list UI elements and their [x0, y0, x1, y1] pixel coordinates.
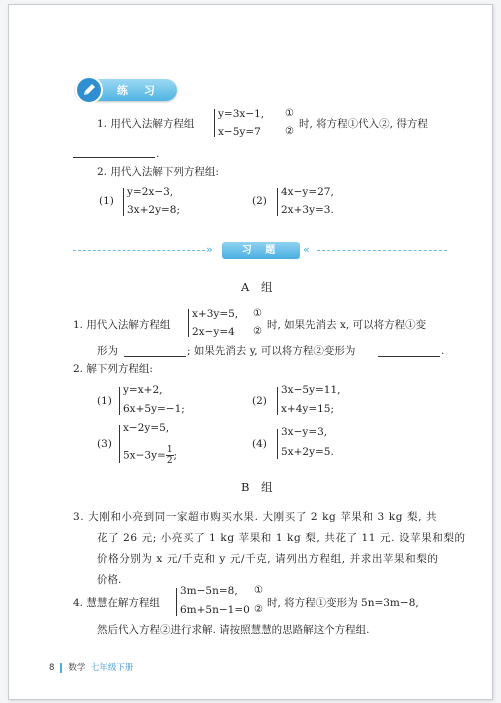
question-text: 1. 用代入法解方程组	[73, 319, 171, 331]
equation: x+4y=15;	[281, 403, 335, 415]
question-text: 2. 解下列方程组:	[73, 363, 153, 375]
footer-book: 七年级下册	[90, 663, 134, 673]
part-label: (1)	[99, 195, 114, 207]
equation: 3x+2y=8;	[127, 204, 181, 216]
chevron-left-icon: «	[303, 243, 310, 256]
textbook-page	[8, 4, 493, 700]
equation: 3m−5n=8,	[180, 585, 238, 597]
equation: 2x+3y=3.	[281, 204, 334, 216]
footer-divider	[60, 663, 62, 673]
equation: 6m+5n−1=0	[180, 604, 250, 616]
equation: y=3x−1,	[218, 108, 265, 120]
answer-blank[interactable]	[73, 157, 155, 158]
page-footer	[49, 661, 133, 673]
equation-mark: ①	[253, 308, 262, 319]
part-label: (2)	[252, 195, 267, 207]
equation-mark: ①	[254, 585, 263, 596]
answer-blank[interactable]	[378, 356, 440, 357]
equation-mark: ②	[254, 604, 263, 615]
equation-mark: ②	[285, 126, 294, 137]
question-text: 然后代入方程②进行求解. 请按照慧慧的思路解这个方程组.	[97, 624, 370, 636]
system-brace	[188, 309, 189, 337]
equation: 5x−3y= $\frac{1}{2}$ ;	[123, 445, 178, 466]
equation: 2x−y=4	[192, 326, 235, 338]
system-brace	[277, 429, 278, 459]
system-brace	[119, 387, 120, 415]
equation: x+3y=5,	[192, 308, 239, 320]
exercises-badge: 习 题	[222, 242, 300, 259]
group-a-title: A 组	[241, 280, 277, 294]
footer-subject: 数学	[68, 663, 86, 673]
equation: 4x−y=27,	[281, 186, 334, 198]
equation: 3x−5y=11,	[281, 384, 341, 396]
question-text: 形为	[97, 345, 118, 357]
part-label: (2)	[252, 395, 267, 407]
pencil-icon	[75, 76, 103, 104]
system-brace	[277, 387, 278, 415]
part-label: (1)	[97, 395, 112, 407]
part-label: (4)	[252, 438, 267, 450]
part-label: (3)	[97, 438, 112, 450]
practice-badge	[75, 79, 177, 101]
equation: 6x+5y=−1;	[123, 403, 185, 415]
equation: 5x+2y=5.	[281, 446, 334, 458]
system-brace	[119, 425, 120, 463]
answer-blank[interactable]	[124, 356, 186, 357]
question-text: 时, 将方程①变形为 5n=3m−8,	[267, 597, 419, 609]
section-divider	[317, 250, 447, 251]
equation: x−5y=7	[218, 126, 261, 138]
question-text: 3. 大刚和小亮到同一家超市购买水果. 大刚买了 2 kg 苹果和 3 kg 梨, 共	[73, 511, 438, 523]
question-text: 2. 用代入法解下列方程组:	[97, 166, 219, 178]
question-text: 花了 26 元; 小亮买了 1 kg 苹果和 1 kg 梨, 共花了 11 元. 设苹果和梨的	[97, 532, 466, 544]
question-text: 价格分别为 x 元/千克和 y 元/千克, 请列出方程组, 并求出苹果和梨的	[97, 553, 439, 565]
question-text: ; 如果先消去 y, 可以将方程②变形为	[187, 345, 356, 357]
system-brace	[214, 109, 215, 137]
system-brace	[123, 188, 124, 216]
section-divider	[73, 250, 205, 251]
page-number: 8	[49, 663, 55, 673]
question-text: 4. 慧慧在解方程组	[73, 597, 160, 609]
equation: y=2x−3,	[127, 186, 174, 198]
equation-mark: ①	[285, 108, 294, 119]
equation: y=x+2,	[123, 384, 163, 396]
question-text: 价格.	[97, 574, 122, 586]
period: .	[156, 148, 160, 160]
practice-title: 练 习	[117, 84, 161, 97]
period: .	[441, 345, 445, 357]
question-text: 1. 用代入法解方程组	[97, 118, 195, 130]
equation: 3x−y=3,	[281, 426, 328, 438]
system-brace	[176, 588, 177, 616]
system-brace	[277, 188, 278, 216]
chevron-right-icon: »	[206, 243, 213, 256]
fraction: $\frac{1}{2}$	[166, 445, 173, 466]
equation: x−2y=5,	[123, 422, 170, 434]
group-b-title: B 组	[241, 480, 277, 494]
equation-mark: ②	[253, 326, 262, 337]
question-text: 时, 如果先消去 x, 可以将方程①变	[267, 319, 427, 331]
question-text: 时, 将方程①代入②, 得方程	[299, 118, 428, 130]
